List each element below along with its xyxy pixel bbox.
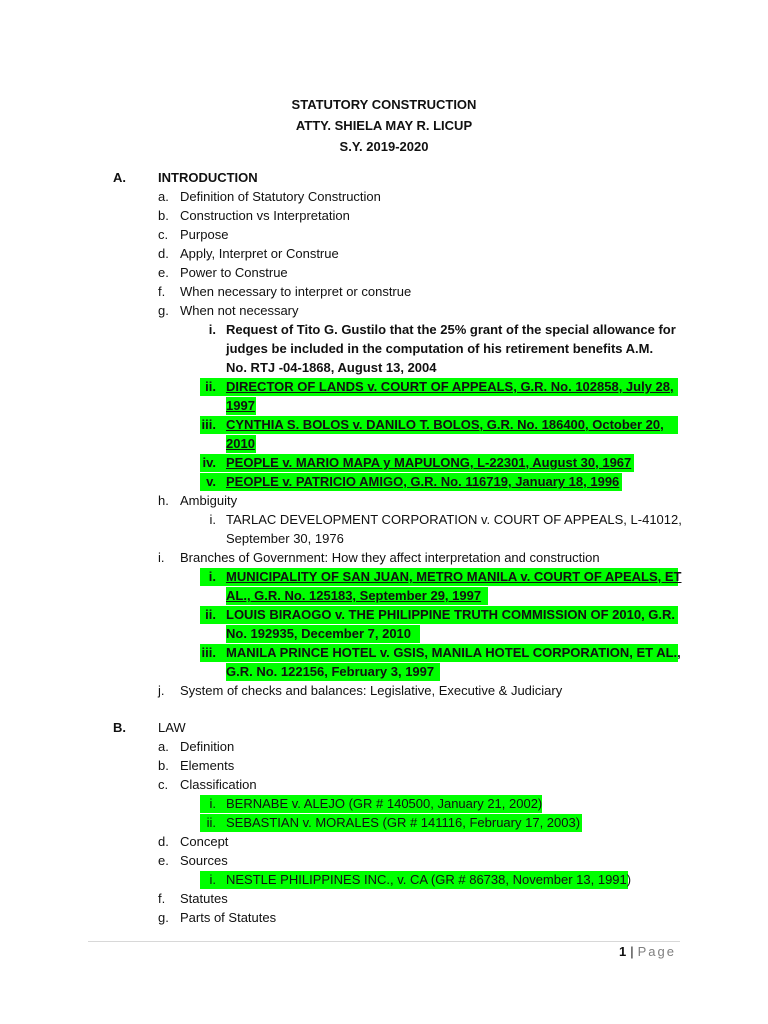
case-entry-cont: September 30, 1976 — [226, 531, 344, 546]
case-entry: i. NESTLE PHILIPPINES INC., v. CA (GR # 86738, November 13, 1991) — [200, 871, 628, 889]
page-label: Page — [637, 944, 676, 959]
case-entry: iii. CYNTHIA S. BOLOS v. DANILO T. BOLOS, G.R. No. 186400, October 20, — [200, 416, 678, 434]
doc-year: S.Y. 2019-2020 — [339, 139, 429, 154]
list-item: i. Branches of Government: How they affect interpretation and construction — [158, 550, 600, 565]
list-item: c. Classification — [158, 777, 257, 792]
list-item: h. Ambiguity — [158, 493, 238, 508]
list-item: f. When necessary to interpret or construe — [158, 284, 412, 299]
case-entry-cont: No. RTJ -04-1868, August 13, 2004 — [226, 360, 437, 375]
list-item: d. Apply, Interpret or Construe — [158, 246, 339, 261]
list-item: e. Sources — [158, 853, 228, 868]
doc-author: ATTY. SHIELA MAY R. LICUP — [295, 118, 473, 133]
case-entry: i. BERNABE v. ALEJO (GR # 140500, January 21, 2002) — [200, 795, 542, 813]
section-b-letter: B. — [113, 720, 126, 735]
list-item: a. Definition of Statutory Construction — [158, 189, 381, 204]
case-entry-cont: No. 192935, December 7, 2010 — [226, 625, 420, 643]
case-entry: iii. MANILA PRINCE HOTEL v. GSIS, MANILA HOTEL CORPORATION, ET AL., — [201, 645, 681, 660]
section-letter: A. — [113, 170, 126, 185]
list-item: c. Purpose — [158, 227, 229, 242]
case-entry: i. TARLAC DEVELOPMENT CORPORATION v. COURT OF APPEALS, L-41012, — [209, 512, 682, 527]
list-item: b. Elements — [158, 758, 235, 773]
list-item: e. Power to Construe — [158, 265, 288, 280]
list-item: g. When not necessary — [158, 303, 299, 318]
page-number: 1 — [619, 944, 627, 959]
section-a-heading — [113, 169, 126, 187]
doc-title: STATUTORY CONSTRUCTION — [291, 97, 477, 112]
section-title: LAW — [158, 720, 186, 735]
page-footer — [619, 944, 676, 959]
list-item: a. Definition — [158, 739, 235, 754]
list-item: g. Parts of Statutes — [158, 910, 277, 925]
case-entry: i. Request of Tito G. Gustilo that the 25% grant of the special allowance for — [208, 322, 676, 337]
list-item: b. Construction vs Interpretation — [158, 208, 350, 223]
case-entry: v. PEOPLE v. PATRICIO AMIGO, G.R. No. 116719, January 18, 1996 — [200, 473, 622, 491]
footer-separator: | — [630, 944, 634, 959]
list-item: d. Concept — [158, 834, 229, 849]
case-entry-cont: 2010 — [226, 436, 255, 451]
list-item: f. Statutes — [158, 891, 228, 906]
case-entry: iv. PEOPLE v. MARIO MAPA y MAPULONG, L-22301, August 30, 1967 — [200, 454, 634, 472]
section-title: INTRODUCTION — [158, 170, 258, 185]
case-entry: ii. SEBASTIAN v. MORALES (GR # 141116, February 17, 2003) — [200, 814, 582, 832]
case-entry-cont: G.R. No. 122156, February 3, 1997 — [226, 663, 440, 681]
case-entry: ii. LOUIS BIRAOGO v. THE PHILIPPINE TRUTH COMMISSION OF 2010, G.R. — [200, 606, 678, 624]
list-item: j. System of checks and balances: Legislative, Executive & Judiciary — [158, 683, 563, 698]
case-entry-cont: judges be included in the computation of his retirement benefits A.M. — [226, 341, 654, 356]
case-entry-cont: AL., G.R. No. 125183, September 29, 1997 — [226, 587, 488, 605]
title-block — [0, 94, 768, 157]
case-entry: i. MUNICIPALITY OF SAN JUAN, METRO MANILA v. COURT OF APEALS, ET — [200, 568, 678, 586]
case-entry-cont: 1997 — [226, 398, 255, 413]
case-entry: ii. DIRECTOR OF LANDS v. COURT OF APPEALS, G.R. No. 102858, July 28, — [200, 378, 678, 396]
footer-divider — [88, 941, 680, 942]
